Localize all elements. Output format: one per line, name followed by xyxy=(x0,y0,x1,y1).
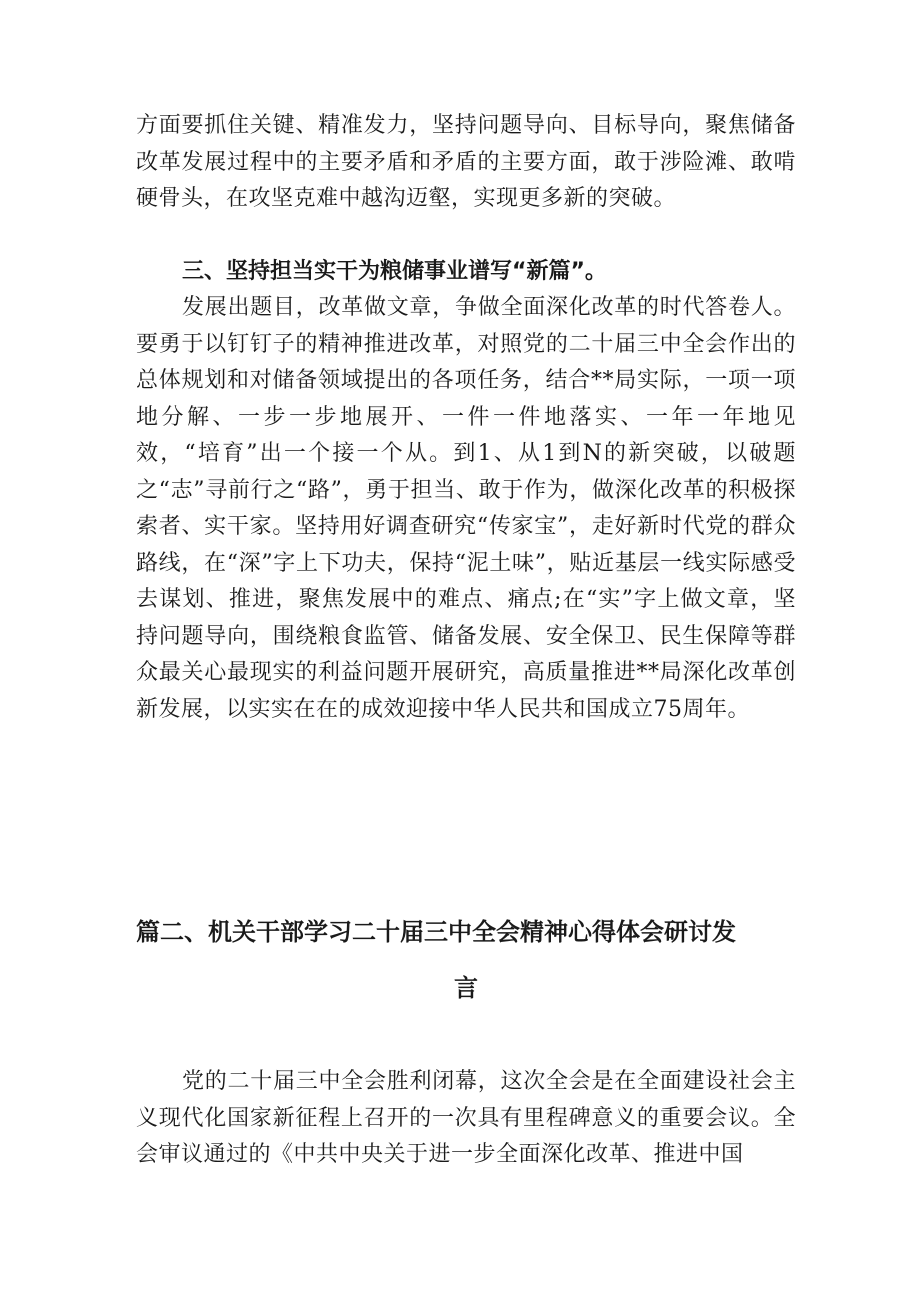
section-heading: 三、坚持担当实干为粮储事业谱写“新篇”。 xyxy=(182,259,607,284)
paragraph-intro: 党的二十届三中全会胜利闭幕，这次全会是在全面建设社会主义现代化国家新征程上召开的一次具有里程碑意义的重要会议。全会审议通过的《中共中央关于进一步全面深化改革、推进中国 xyxy=(136,1069,796,1167)
paragraph-continuation: 方面要抓住关键、精准发力，坚持问题导向、目标导向，聚焦储备改革发展过程中的主要矛盾和矛盾的主要方面，敢于涉险滩、敢啃硬骨头，在攻坚克难中越沟迈壑，实现更多新的突破。 xyxy=(136,113,796,211)
part-title-continuation: 言 xyxy=(454,974,478,1002)
paragraph-body: 发展出题目，改革做文章，争做全面深化改革的时代答卷人。要勇于以钉钉子的精神推进改革，对照党的二十届三中全会作出的总体规划和对储备领域提出的各项任务，结合**局实际，一项一项地分解、一步一步地展开、一件一件地落实、一年一年地见效，“培育”出一个接一个从。到1、从1到N的新突破，以破题之“志”寻前行之“路”，勇于担当、敢于作为，做深化改革的积极探索者、实干家。坚持用好调查研究“传家宝”，走好新时代党的群众路线，在“深”字上下功夫，保持“泥土味”，贴近基层一线实际感受去谋划、推进，聚焦发展中的难点、痛点;在“实”字上做文章，坚持问题导向，围绕粮食监管、储备发展、安全保卫、民生保障等群众最关心最现实的利益问题开展研究，高质量推进**局深化改革创新发展，以实实在在的成效迎接中华人民共和国成立75周年。 xyxy=(136,295,796,722)
part-title: 篇二、机关干部学习二十届三中全会精神心得体会研讨发 xyxy=(136,918,736,946)
